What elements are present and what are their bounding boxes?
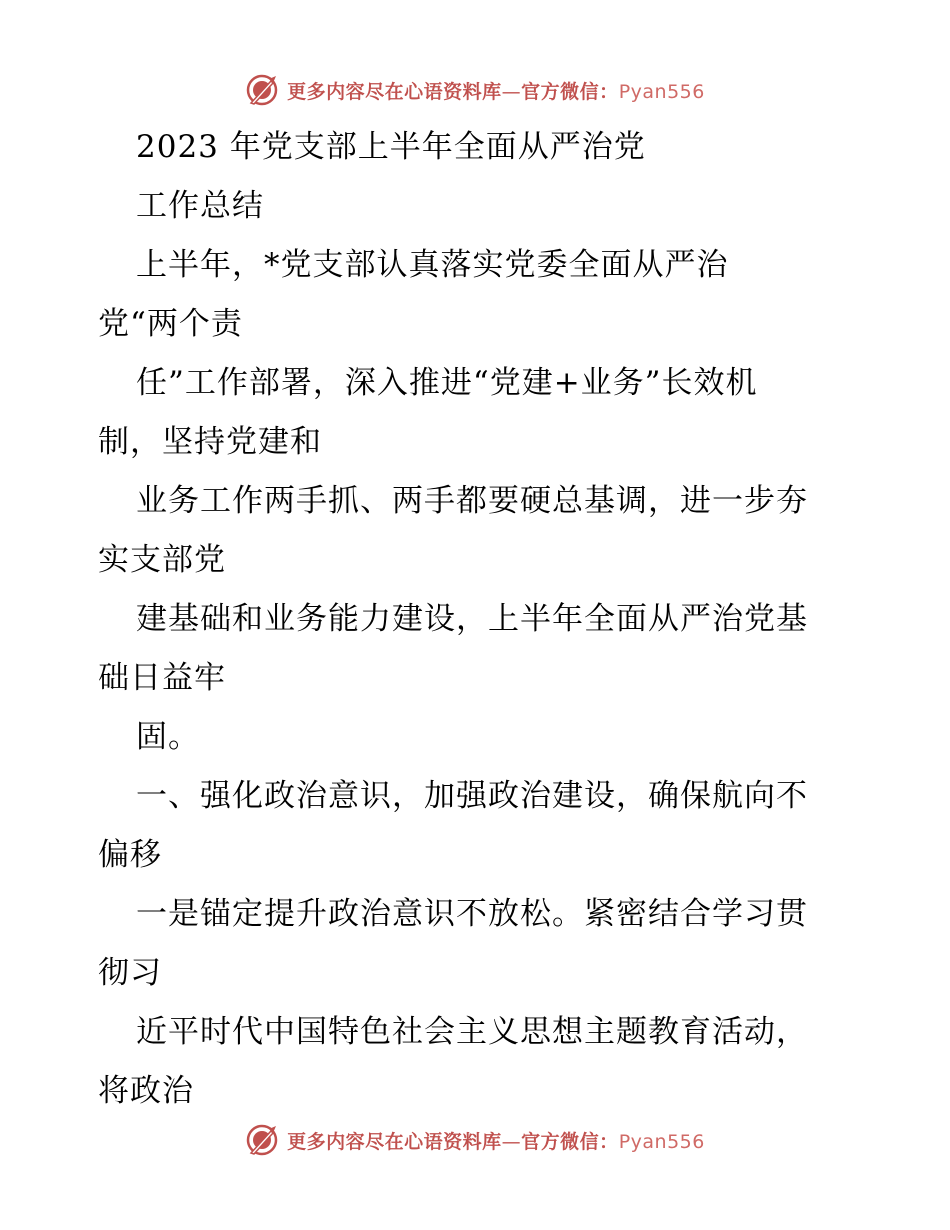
paragraph-line: 上半年，*党支部认真落实党委全面从严治 — [136, 247, 729, 283]
footer-banner — [0, 1120, 950, 1160]
paragraph-line: 业务工作两手抓、两手都要硬总基调，进一步夯 — [136, 483, 808, 519]
paragraph-line: 一是锚定提升政治意识不放松。紧密结合学习贯 — [136, 896, 808, 932]
footer-banner-slogan: 更多内容尽在心语资料库 — [287, 1130, 502, 1153]
document-title-line-1: 2023 年党支部上半年全面从严治党 — [136, 129, 646, 165]
footer-banner-wechat-label: 官方微信： — [521, 1130, 619, 1153]
header-banner — [0, 70, 950, 110]
quill-seal-icon — [245, 1123, 279, 1157]
paragraph-line: 将政治 — [98, 1073, 194, 1109]
header-banner-dash: — — [501, 80, 522, 103]
paragraph-line: 固。 — [136, 719, 200, 755]
paragraph-line: 础日益牢 — [98, 660, 226, 696]
footer-banner-wechat-id: Pyan556 — [618, 1130, 705, 1153]
paragraph-line: 彻习 — [98, 955, 162, 991]
paragraph-line: 建基础和业务能力建设，上半年全面从严治党基 — [136, 601, 808, 637]
footer-banner-dash: — — [501, 1130, 522, 1153]
document-title-line-2: 工作总结 — [136, 188, 264, 224]
quill-seal-icon — [245, 73, 279, 107]
header-banner-wechat-label: 官方微信： — [521, 80, 619, 103]
paragraph-line: 党“两个责 — [98, 306, 243, 342]
paragraph-line: 实支部党 — [98, 542, 226, 578]
header-banner-wechat-id: Pyan556 — [618, 80, 705, 103]
header-banner-text — [287, 77, 705, 104]
paragraph-line: 任”工作部署，深入推进“党建+业务”长效机 — [136, 365, 758, 401]
section-heading-line: 偏移 — [98, 837, 162, 873]
paragraph-line: 近平时代中国特色社会主义思想主题教育活动， — [136, 1014, 808, 1050]
header-banner-slogan: 更多内容尽在心语资料库 — [287, 80, 502, 103]
paragraph-line: 制，坚持党建和 — [98, 424, 322, 460]
footer-banner-text — [287, 1127, 705, 1154]
section-heading-line: 一、强化政治意识，加强政治建设，确保航向不 — [136, 778, 808, 814]
